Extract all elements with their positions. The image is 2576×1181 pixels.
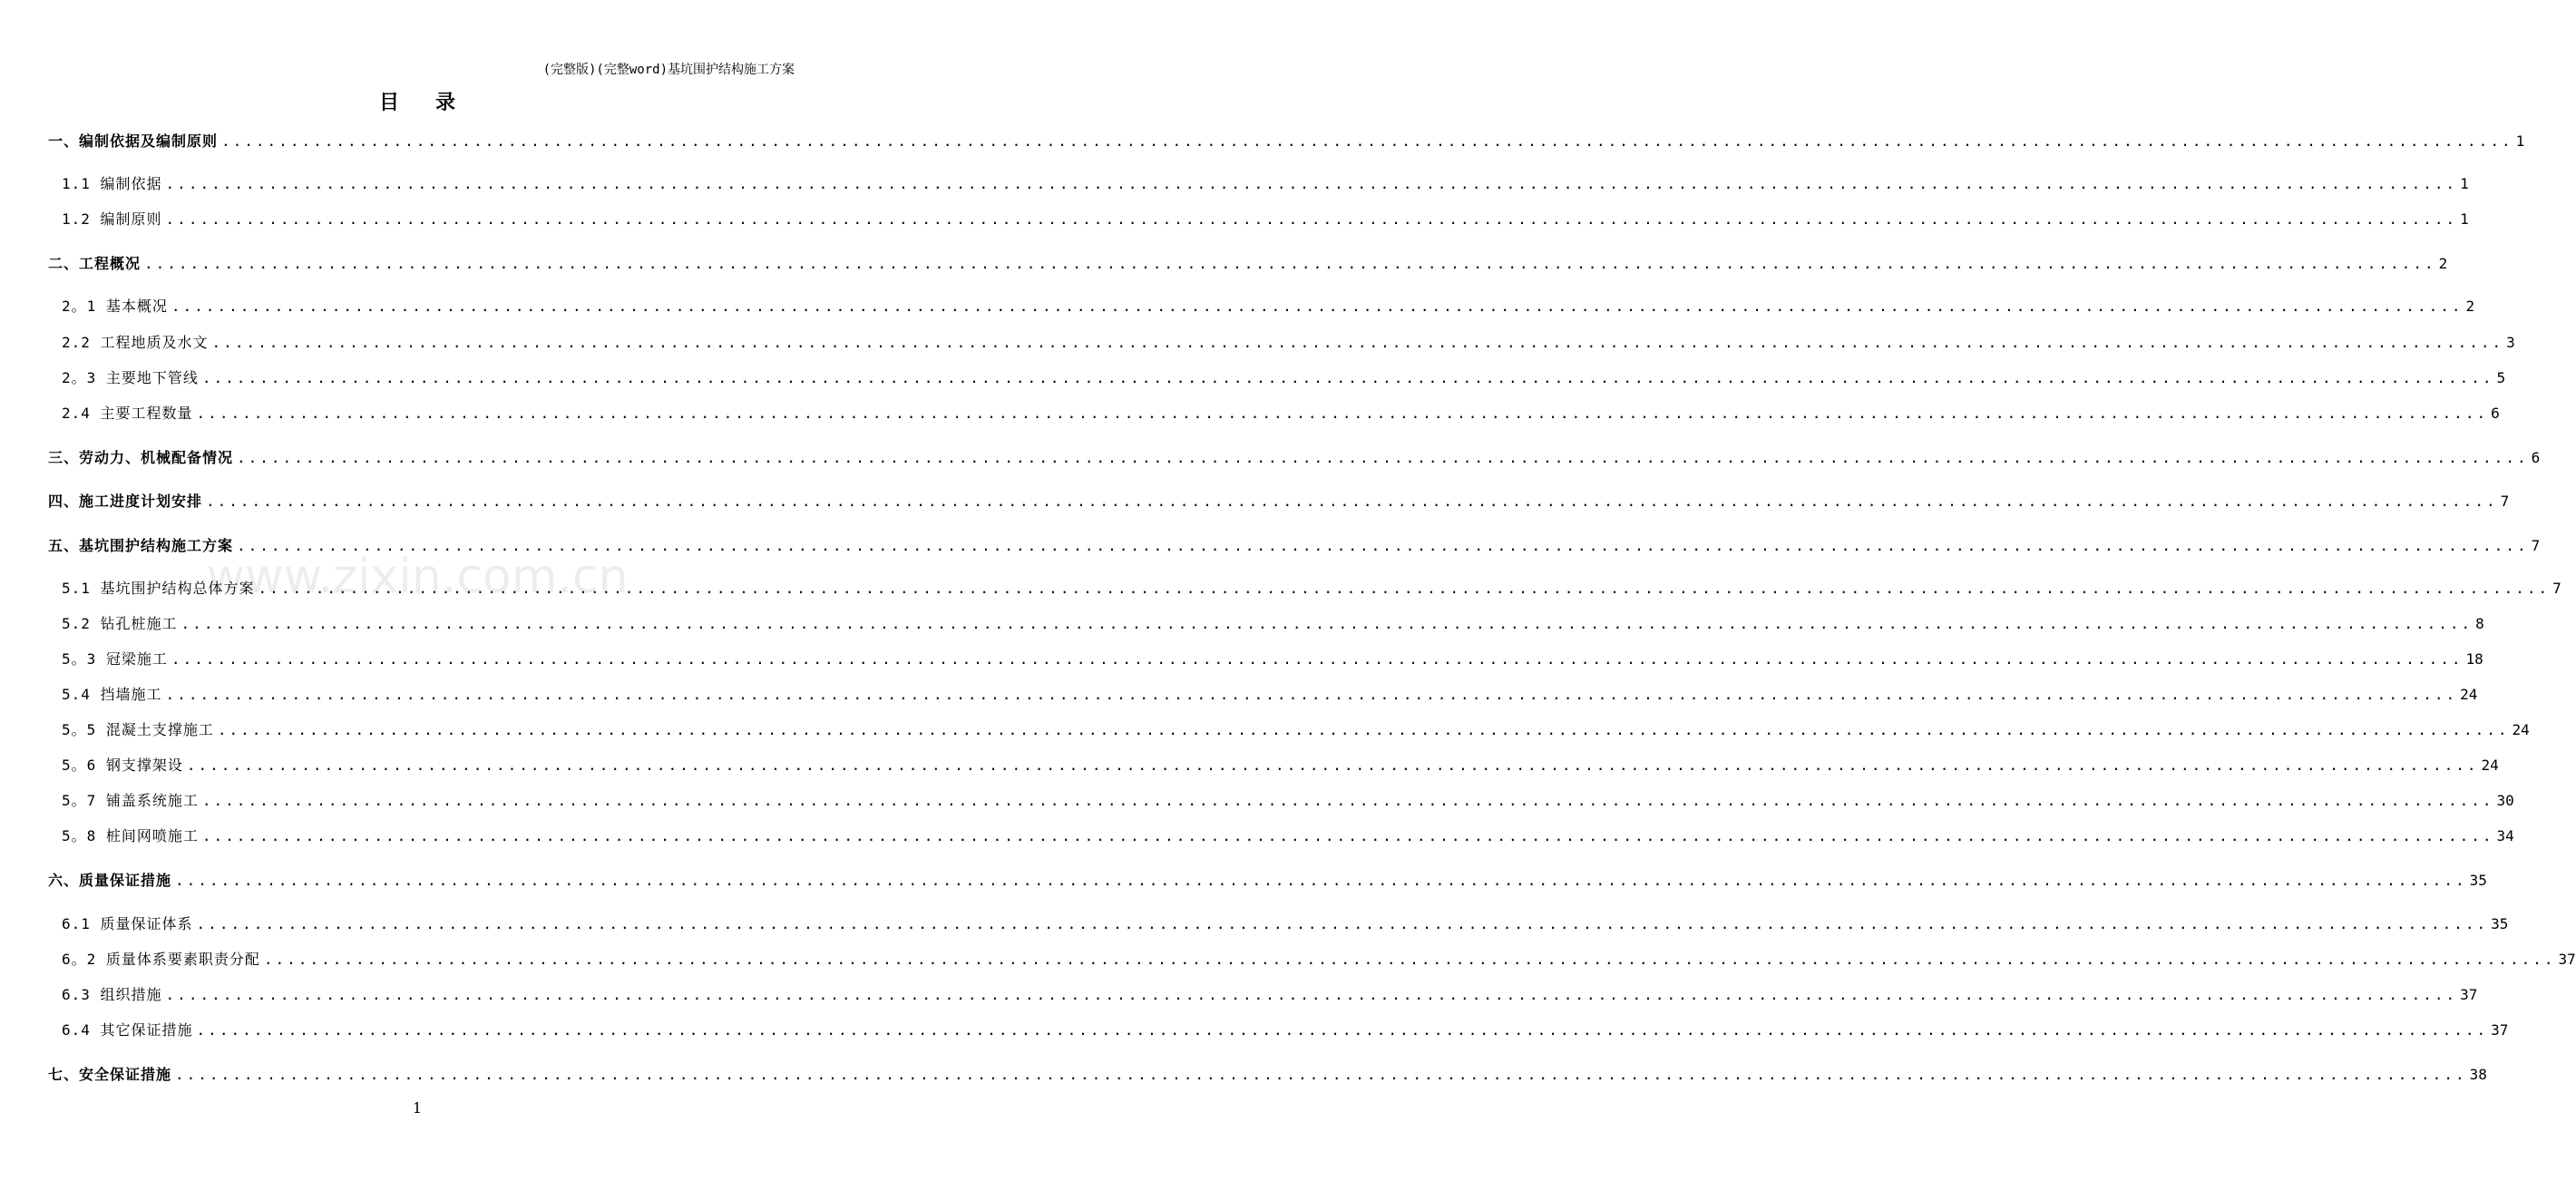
toc-entry[interactable] — [62, 683, 2478, 704]
toc-entry[interactable] — [62, 948, 2576, 969]
dot-leader: ........................................................................................................................................................................................................ — [186, 756, 2479, 774]
dot-leader: ........................................................................................................................................................................................................ — [196, 405, 2489, 422]
toc-page-number: 7 — [2531, 537, 2541, 554]
dot-leader: ........................................................................................................................................................................................................ — [181, 615, 2474, 632]
toc-entry-text: 5。7 铺盖系统施工 — [62, 792, 199, 809]
dot-leader: ........................................................................................................................................................................................................ — [211, 334, 2504, 351]
toc-entry-text: 6。2 质量体系要素职责分配 — [62, 951, 260, 968]
dot-leader: ........................................................................................................................................................................................................ — [175, 1066, 2467, 1083]
toc-entry[interactable] — [62, 789, 2514, 810]
toc-entry-text: 2.4 主要工程数量 — [62, 405, 193, 422]
toc-entry[interactable] — [62, 754, 2499, 775]
toc-entry[interactable] — [48, 1063, 2487, 1084]
toc-entry-text: 5.2 钻孔桩施工 — [62, 615, 178, 632]
toc-entry-text: 二、工程概况 — [48, 255, 141, 272]
toc-page-number: 37 — [2491, 1021, 2509, 1039]
toc-entry[interactable] — [62, 295, 2475, 316]
toc-page-number: 7 — [2552, 580, 2561, 597]
toc-entry-text: 2。1 基本概况 — [62, 298, 168, 315]
dot-leader: ........................................................................................................................................................................................................ — [175, 872, 2467, 889]
toc-entry-text: 6.3 组织措施 — [62, 986, 162, 1003]
toc-page-number: 38 — [2469, 1066, 2487, 1083]
toc-page-number: 2 — [2438, 255, 2448, 272]
toc-entry-text: 6.1 质量保证体系 — [62, 915, 193, 932]
toc-page-number: 3 — [2506, 334, 2515, 351]
toc-entry-text: 6.4 其它保证措施 — [62, 1021, 193, 1039]
toc-entry[interactable] — [48, 252, 2448, 273]
toc-entry[interactable] — [62, 331, 2515, 352]
toc-entry-text: 六、质量保证措施 — [48, 872, 172, 889]
watermark: www.zixin.com.cn — [206, 550, 629, 604]
dot-leader: ........................................................................................................................................................................................................ — [165, 175, 2458, 192]
dot-leader: ........................................................................................................................................................................................................ — [201, 827, 2494, 844]
toc-entry[interactable] — [62, 983, 2478, 1004]
toc-page-number: 8 — [2475, 615, 2484, 632]
toc-entry-text: 四、施工进度计划安排 — [48, 493, 203, 510]
toc-page-number: 35 — [2469, 872, 2487, 889]
toc-entry[interactable] — [62, 366, 2506, 387]
toc-page-number: 6 — [2491, 405, 2500, 422]
dot-leader: ........................................................................................................................................................................................................ — [165, 986, 2458, 1003]
toc-page-number: 34 — [2496, 827, 2514, 844]
dot-leader: ........................................................................................................................................................................................................ — [201, 792, 2494, 809]
toc-page-number: 35 — [2491, 915, 2509, 932]
toc-entry[interactable] — [48, 490, 2510, 511]
toc-entry[interactable] — [62, 718, 2530, 739]
dot-leader: ........................................................................................................................................................................................................ — [196, 1021, 2489, 1039]
toc-page-number: 1 — [2515, 132, 2525, 150]
toc-entry-text: 1.2 编制原则 — [62, 210, 162, 228]
toc-page-number: 5 — [2496, 369, 2506, 386]
dot-leader: ........................................................................................................................................................................................................ — [263, 951, 2556, 968]
toc-entry[interactable] — [48, 869, 2487, 890]
toc-entry-text: 三、劳动力、机械配备情况 — [48, 449, 234, 466]
document-header: (完整版)(完整word)基坑围护结构施工方案 — [542, 63, 795, 77]
dot-leader: ........................................................................................................................................................................................................ — [237, 537, 2529, 554]
toc-page-number: 37 — [2558, 951, 2576, 968]
toc-entry[interactable] — [62, 1019, 2509, 1039]
toc-entry[interactable] — [48, 446, 2541, 467]
toc-page-number: 24 — [2460, 686, 2478, 703]
dot-leader: ........................................................................................................................................................................................................ — [171, 298, 2464, 315]
toc-entry-text: 5。8 桩间网喷施工 — [62, 827, 199, 844]
toc-entry-text: 2。3 主要地下管线 — [62, 369, 199, 386]
dot-leader: ........................................................................................................................................................................................................ — [196, 915, 2489, 932]
toc-entry[interactable] — [62, 402, 2500, 423]
page-number: 1 — [412, 1099, 423, 1117]
toc-page-number: 24 — [2512, 721, 2530, 738]
toc-title: 目录 — [378, 91, 492, 114]
toc-page-number: 7 — [2500, 493, 2510, 510]
toc-page-number: 6 — [2531, 449, 2541, 466]
dot-leader: ........................................................................................................................................................................................................ — [217, 721, 2510, 738]
dot-leader: ........................................................................................................................................................................................................ — [171, 650, 2464, 668]
toc-page-number: 30 — [2496, 792, 2514, 809]
toc-entry[interactable] — [62, 648, 2483, 669]
toc-entry[interactable] — [62, 612, 2484, 633]
toc-entry-text: 5.1 基坑围护结构总体方案 — [62, 580, 255, 597]
toc-entry-text: 一、编制依据及编制原则 — [48, 132, 219, 150]
dot-leader: ........................................................................................................................................................................................................ — [201, 369, 2494, 386]
toc-entry-text: 七、安全保证措施 — [48, 1066, 172, 1083]
toc-entry-text: 1.1 编制依据 — [62, 175, 162, 192]
dot-leader: ........................................................................................................................................................................................................ — [206, 493, 2498, 510]
dot-leader: ........................................................................................................................................................................................................ — [144, 255, 2436, 272]
toc-entry[interactable] — [62, 913, 2509, 933]
toc-page-number: 24 — [2481, 756, 2499, 774]
toc-page-number: 37 — [2460, 986, 2478, 1003]
toc-entry[interactable] — [62, 577, 2561, 598]
toc-entry-text: 5.4 挡墙施工 — [62, 686, 162, 703]
toc-entry-text: 2.2 工程地质及水文 — [62, 334, 209, 351]
toc-entry[interactable] — [62, 825, 2514, 845]
toc-page-number: 1 — [2460, 175, 2469, 192]
toc-entry-text: 5。3 冠梁施工 — [62, 650, 168, 668]
dot-leader: ........................................................................................................................................................................................................ — [258, 580, 2551, 597]
toc-entry[interactable] — [48, 130, 2525, 151]
toc-entry[interactable] — [62, 208, 2469, 229]
toc-page-number: 18 — [2465, 650, 2483, 668]
toc-entry-text: 5。5 混凝土支撑施工 — [62, 721, 214, 738]
toc-entry-text: 5。6 钢支撑架设 — [62, 756, 183, 774]
toc-entry[interactable] — [62, 172, 2469, 193]
toc-page-number: 1 — [2460, 210, 2469, 228]
dot-leader: ........................................................................................................................................................................................................ — [165, 210, 2458, 228]
toc-entry-text: 五、基坑围护结构施工方案 — [48, 537, 234, 554]
dot-leader: ........................................................................................................................................................................................................ — [221, 132, 2513, 150]
toc-page-number: 2 — [2465, 298, 2475, 315]
dot-leader: ........................................................................................................................................................................................................ — [165, 686, 2458, 703]
dot-leader: ........................................................................................................................................................................................................ — [237, 449, 2529, 466]
toc-entry[interactable] — [48, 534, 2541, 555]
